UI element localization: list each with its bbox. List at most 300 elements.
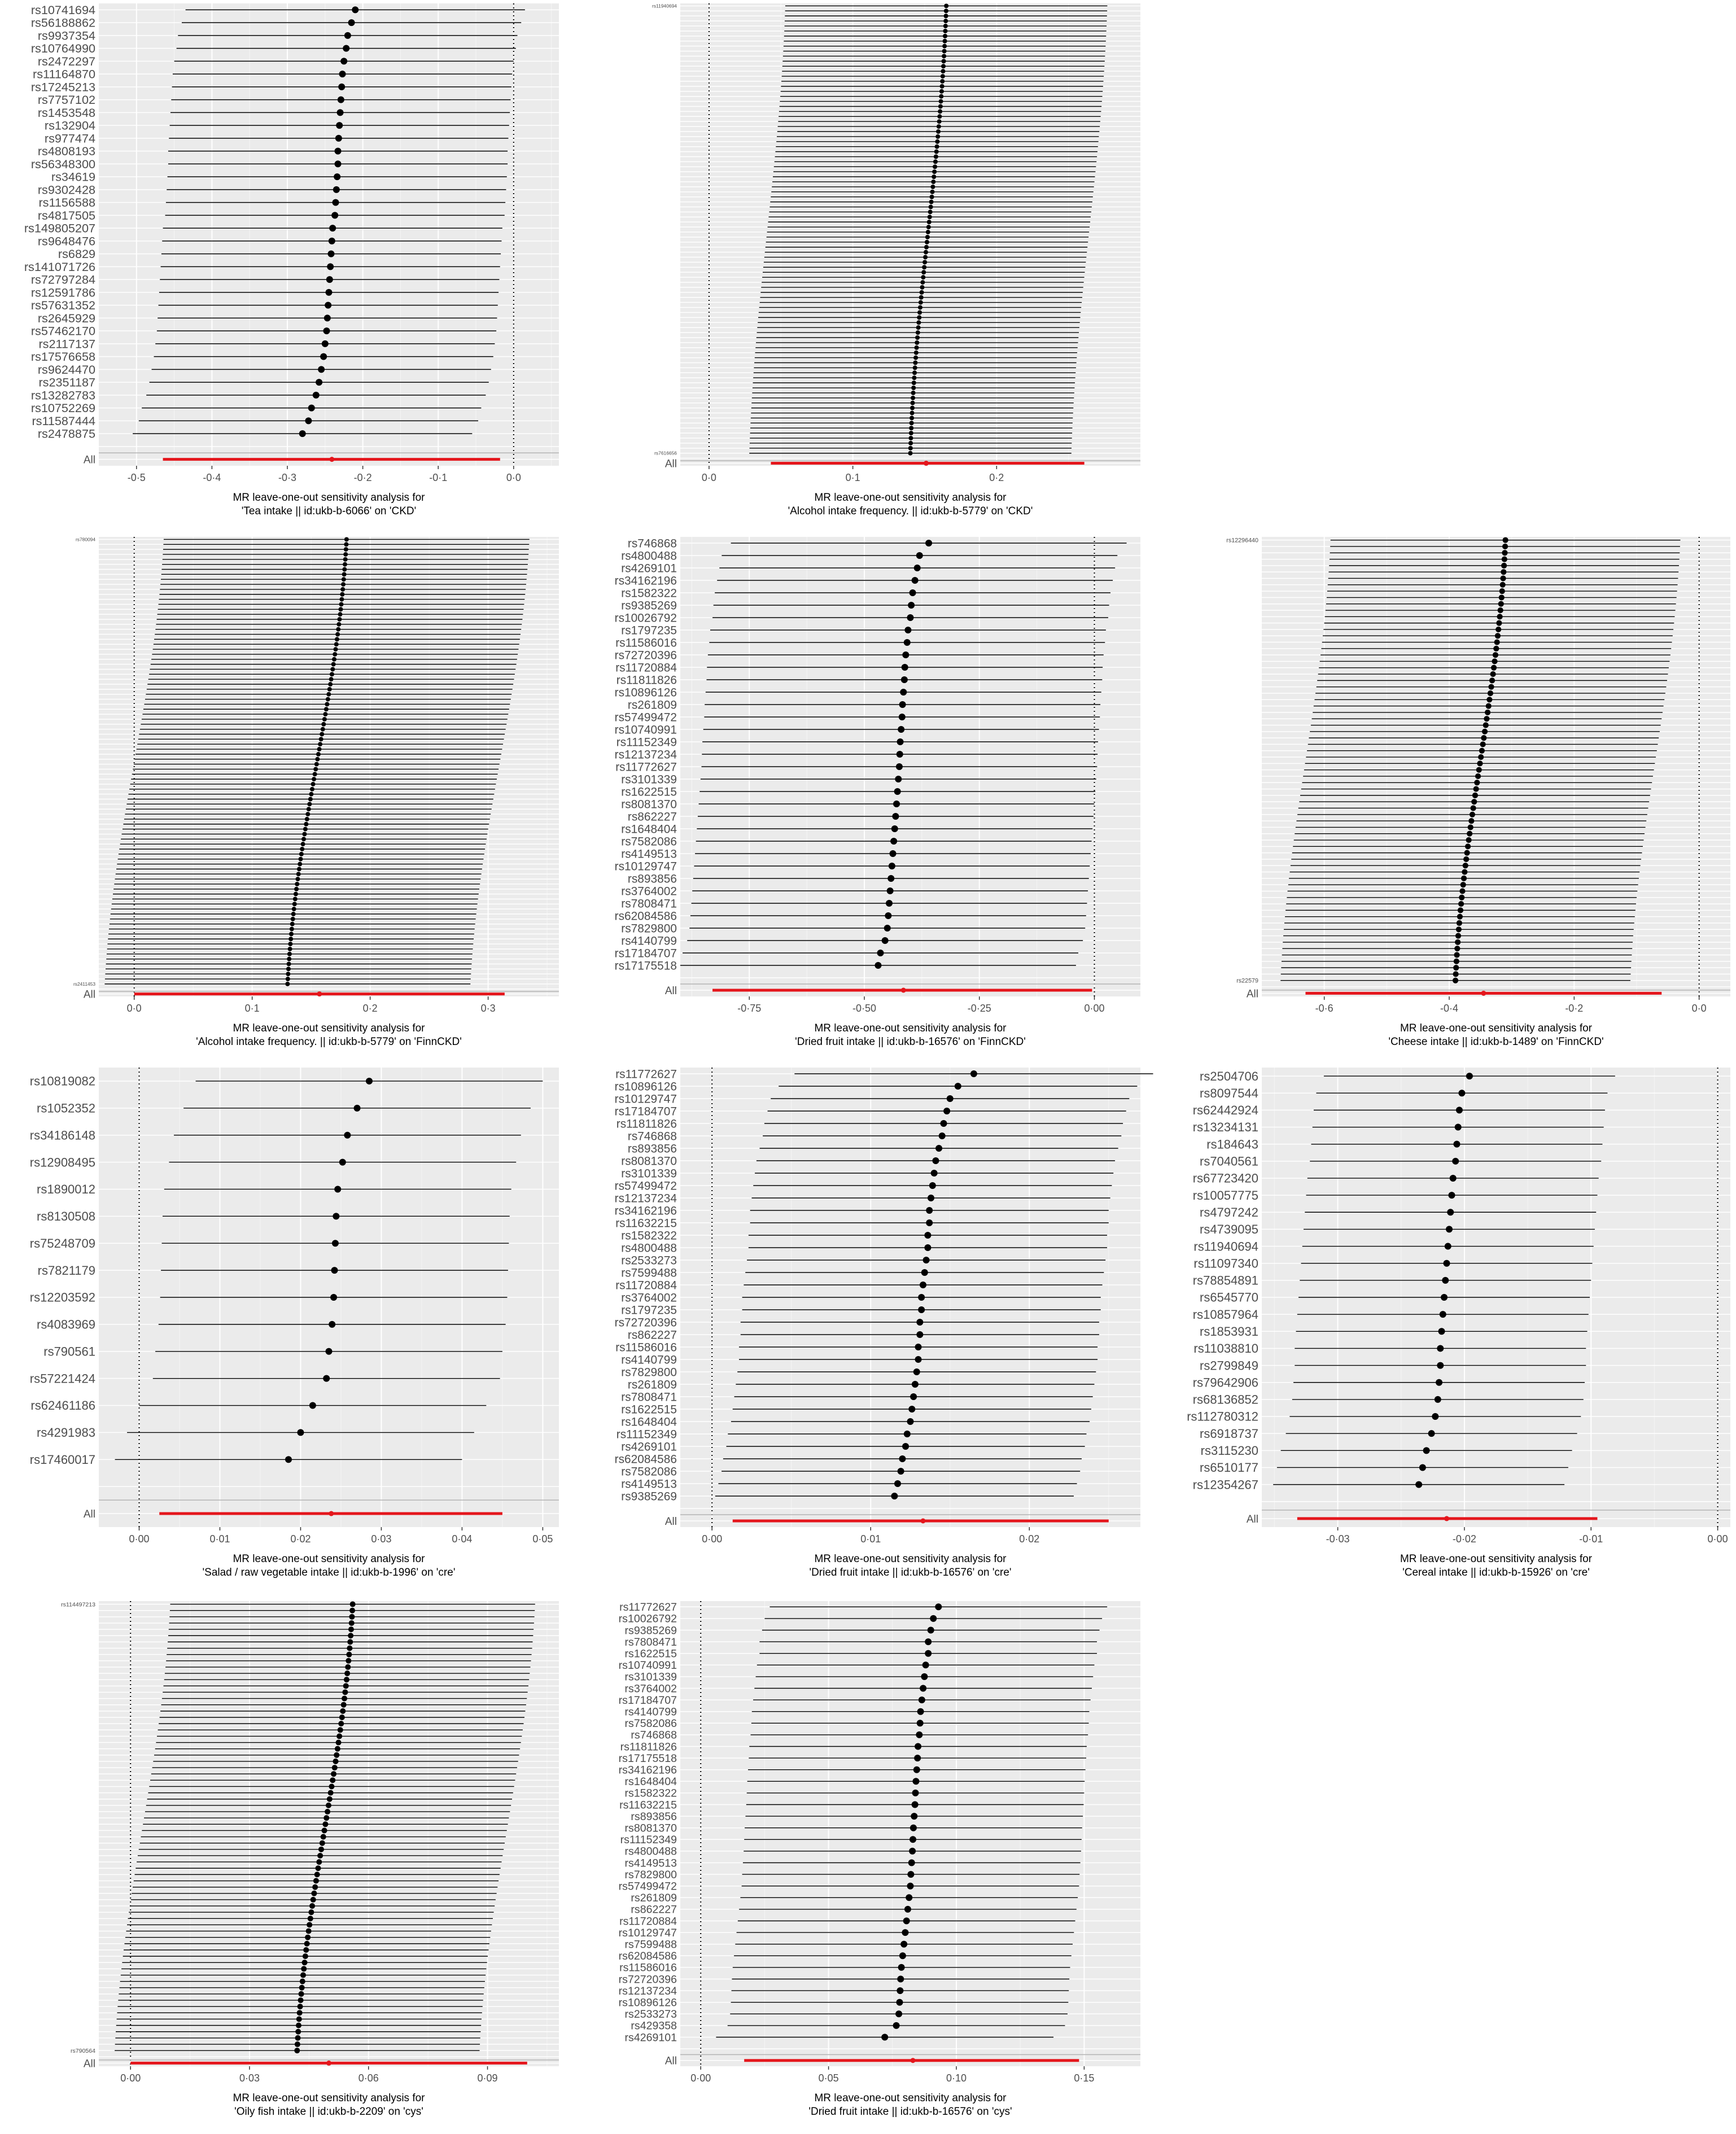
plot-caption-line2: 'Alcohol intake frequency. || id:ukb-b-5779' on 'FinnCKD' xyxy=(196,1036,462,1048)
snp-point xyxy=(321,722,326,727)
snp-label: rs11772627 xyxy=(619,1601,677,1614)
snp-point xyxy=(943,19,948,23)
plot-background xyxy=(99,1601,559,2066)
snp-point xyxy=(1460,882,1466,887)
snp-point xyxy=(342,1689,348,1695)
snp-label: rs17460017 xyxy=(29,1452,95,1467)
snp-point xyxy=(299,1991,304,1997)
snp-point xyxy=(306,1929,312,1934)
snp-point xyxy=(307,802,312,806)
snp-point xyxy=(901,676,908,683)
snp-point xyxy=(912,1790,919,1796)
snp-point xyxy=(896,763,903,770)
snp-label: rs11632215 xyxy=(619,1799,677,1812)
snp-point xyxy=(331,212,338,218)
snp-point xyxy=(304,1941,310,1947)
plot-background xyxy=(680,3,1140,466)
snp-point xyxy=(919,300,923,305)
snp-point xyxy=(336,122,343,129)
snp-point xyxy=(939,89,944,94)
snp-point xyxy=(906,1894,912,1901)
forest-plot-svg xyxy=(0,0,565,534)
snp-point xyxy=(1440,1311,1446,1318)
snp-label: rs13234131 xyxy=(1192,1120,1258,1135)
snp-point xyxy=(1471,805,1476,811)
snp-label: rs11811826 xyxy=(620,1741,677,1753)
x-tick-label: -0·3 xyxy=(278,472,297,483)
snp-point xyxy=(918,1306,925,1313)
snp-point xyxy=(928,209,933,214)
x-tick-label: 0·01 xyxy=(209,1533,230,1545)
snp-point xyxy=(1466,1073,1473,1079)
snp-point xyxy=(297,867,301,871)
overall-point xyxy=(329,1511,334,1516)
snp-point xyxy=(344,1671,350,1676)
snp-point xyxy=(328,1790,334,1796)
snp-point xyxy=(338,84,345,90)
snp-label: rs11586016 xyxy=(615,636,677,650)
snp-point xyxy=(298,2004,303,2009)
snp-point xyxy=(1501,563,1507,569)
snp-point xyxy=(307,807,311,811)
snp-point xyxy=(1480,741,1486,747)
snp-point xyxy=(925,235,930,239)
x-tick-label: 0·3 xyxy=(480,1003,496,1014)
snp-label: rs2645929 xyxy=(37,311,95,325)
snp-label: rs17175518 xyxy=(618,1752,677,1765)
snp-point xyxy=(340,587,345,592)
snp-point xyxy=(344,1677,349,1682)
snp-point xyxy=(935,145,939,149)
snp-point xyxy=(912,1778,919,1785)
snp-label: rs78854891 xyxy=(1192,1273,1258,1288)
snp-label: rs10129747 xyxy=(614,1092,677,1106)
snp-label: rs11152349 xyxy=(620,1834,677,1847)
overall-label: All xyxy=(664,1516,677,1528)
snp-point xyxy=(939,94,943,99)
snp-label: rs4800488 xyxy=(624,1845,677,1858)
snp-point xyxy=(930,190,934,194)
snp-point xyxy=(338,1727,343,1733)
snp-point xyxy=(344,542,348,546)
snp-point xyxy=(308,1916,313,1921)
snp-point xyxy=(940,79,944,84)
snp-label: rs3101339 xyxy=(624,1671,677,1683)
snp-point xyxy=(1442,1277,1449,1284)
snp-point xyxy=(309,1402,316,1409)
snp-label: rs57221424 xyxy=(29,1371,95,1386)
snp-point xyxy=(307,1922,312,1927)
plot-caption-line1: MR leave-one-out sensitivity analysis for xyxy=(233,1022,425,1034)
snp-point xyxy=(928,1195,934,1201)
snp-point xyxy=(1488,690,1493,696)
plot-caption-line1: MR leave-one-out sensitivity analysis for xyxy=(233,492,425,504)
snp-label: rs11152349 xyxy=(616,736,677,749)
snp-label: rs10026792 xyxy=(618,1612,677,1625)
snp-point xyxy=(321,727,325,732)
plot-caption-line1: MR leave-one-out sensitivity analysis for xyxy=(233,1553,425,1565)
snp-point xyxy=(313,1878,319,1884)
snp-point xyxy=(318,1847,324,1852)
snp-label: rs10896126 xyxy=(614,1080,677,1094)
snp-point xyxy=(1493,646,1499,651)
snp-point xyxy=(301,842,305,846)
snp-label: rs2504706 xyxy=(1200,1069,1258,1083)
forest-plot-svg xyxy=(1163,534,1736,1064)
snp-label: rs132904 xyxy=(44,118,95,133)
snp-point xyxy=(907,1871,914,1878)
snp-point xyxy=(292,907,296,911)
snp-point xyxy=(938,109,942,113)
snp-point xyxy=(942,54,946,58)
snp-point xyxy=(1436,1379,1442,1386)
snp-point xyxy=(1500,575,1506,581)
snp-point xyxy=(1419,1464,1426,1471)
snp-point xyxy=(921,270,926,274)
x-tick-label: -0·5 xyxy=(127,472,146,483)
snp-point xyxy=(308,797,313,802)
snp-point xyxy=(1501,569,1506,575)
snp-point xyxy=(924,250,928,255)
snp-label: rs17184707 xyxy=(614,947,677,960)
snp-point xyxy=(322,340,329,347)
plot-caption-line2: 'Cereal intake || id:ukb-b-15926' on 'cre' xyxy=(1402,1567,1590,1578)
plot-caption-line1: MR leave-one-out sensitivity analysis for xyxy=(814,1553,1007,1565)
snp-point xyxy=(874,962,881,969)
snp-label: rs11587444 xyxy=(32,413,95,428)
snp-label: rs10752269 xyxy=(30,401,95,416)
snp-point xyxy=(913,1766,920,1773)
snp-point xyxy=(313,772,317,776)
plot-caption-line1: MR leave-one-out sensitivity analysis for xyxy=(1400,1553,1593,1565)
plot-caption-line2: 'Dried fruit intake || id:ukb-b-16576' on 'cys' xyxy=(808,2106,1012,2118)
snp-label: rs3764002 xyxy=(624,1682,677,1695)
snp-point xyxy=(911,391,916,395)
snp-label: rs149805207 xyxy=(24,221,95,235)
snp-point xyxy=(295,882,299,886)
overall-label: All xyxy=(83,454,95,466)
snp-point xyxy=(311,1891,317,1896)
snp-point xyxy=(924,1244,931,1251)
snp-point xyxy=(335,148,342,155)
snp-point xyxy=(909,1848,916,1855)
snp-point xyxy=(913,1368,920,1375)
snp-point xyxy=(909,589,916,596)
snp-point xyxy=(1463,856,1469,862)
x-tick-label: 0·03 xyxy=(371,1533,392,1545)
snp-point xyxy=(336,622,341,627)
snp-point xyxy=(944,3,948,8)
snp-point xyxy=(1490,671,1496,677)
snp-point xyxy=(318,742,322,746)
x-tick-label: 0·02 xyxy=(1019,1533,1040,1545)
snp-point xyxy=(1491,665,1497,671)
snp-point xyxy=(366,1078,373,1085)
snp-point xyxy=(320,732,324,737)
snp-point xyxy=(324,314,331,321)
snp-point xyxy=(305,817,309,821)
snp-point xyxy=(300,1973,306,1978)
snp-point xyxy=(1482,729,1488,734)
snp-point xyxy=(955,1083,961,1090)
snp-point xyxy=(1428,1430,1435,1437)
snp-label: rs2351187 xyxy=(38,375,95,390)
snp-label: rs8081370 xyxy=(621,1155,677,1168)
snp-label: rs1622515 xyxy=(621,785,677,799)
snp-point xyxy=(334,642,339,646)
x-tick-label: 0·00 xyxy=(1084,1003,1105,1014)
snp-point xyxy=(928,215,932,219)
snp-point xyxy=(882,937,889,944)
snp-label: rs2117137 xyxy=(38,336,95,351)
snp-point xyxy=(341,1702,347,1708)
snp-point xyxy=(913,365,917,370)
snp-point xyxy=(918,305,922,310)
snp-point xyxy=(342,577,346,581)
snp-point xyxy=(332,657,336,662)
x-tick-label: 0·01 xyxy=(860,1533,881,1545)
snp-point xyxy=(943,1108,950,1114)
snp-label: rs57631352 xyxy=(30,298,95,313)
snp-point xyxy=(912,375,916,380)
snp-point xyxy=(890,850,897,857)
snp-label: rs7829800 xyxy=(621,922,677,935)
snp-point xyxy=(319,737,323,741)
x-tick-label: 0·05 xyxy=(818,2072,839,2084)
snp-point xyxy=(330,1294,337,1301)
snp-point xyxy=(313,767,318,771)
snp-point xyxy=(899,1455,906,1462)
snp-point xyxy=(295,2029,301,2035)
snp-point xyxy=(294,2048,300,2053)
snp-point xyxy=(1470,812,1475,817)
snp-point xyxy=(315,1865,321,1871)
snp-point xyxy=(303,1947,309,1953)
snp-point xyxy=(329,677,334,681)
snp-point xyxy=(309,792,313,797)
snp-point xyxy=(296,872,301,876)
snp-label: rs790561 xyxy=(43,1344,95,1359)
snp-point xyxy=(293,897,298,901)
snp-label: rs9302428 xyxy=(37,182,95,197)
snp-point xyxy=(320,353,327,360)
forest-plot-svg xyxy=(581,0,1146,534)
snp-point xyxy=(937,114,942,119)
snp-point xyxy=(301,837,306,841)
snp-point xyxy=(1435,1396,1441,1403)
snp-point xyxy=(323,1375,330,1382)
snp-point xyxy=(900,689,907,696)
snp-point xyxy=(909,1836,916,1843)
snp-point xyxy=(1499,594,1505,600)
snp-label: rs17175518 xyxy=(614,959,677,973)
snp-label: rs12908495 xyxy=(29,1155,95,1170)
snp-point xyxy=(308,405,315,412)
snp-label: rs4083969 xyxy=(37,1317,95,1332)
x-tick-label: 0·1 xyxy=(244,1003,260,1014)
snp-label: rs7829800 xyxy=(624,1868,677,1881)
snp-label: rs112780312 xyxy=(1187,1409,1258,1424)
snp-point xyxy=(933,159,938,164)
snp-point xyxy=(1454,952,1459,957)
snp-point xyxy=(321,1834,326,1840)
overall-label: All xyxy=(83,989,95,1001)
snp-point xyxy=(336,1733,342,1739)
snp-label: rs11097340 xyxy=(1193,1256,1258,1271)
snp-label: rs62461186 xyxy=(30,1398,95,1413)
snp-point xyxy=(1457,920,1462,926)
snp-point xyxy=(1455,939,1460,945)
x-tick-label: 0·0 xyxy=(701,472,716,483)
snp-label: rs7582086 xyxy=(621,1465,677,1479)
snp-label: rs4739095 xyxy=(1200,1222,1258,1237)
snp-point xyxy=(909,421,914,425)
snp-label: rs790564 xyxy=(70,2047,95,2054)
snp-point xyxy=(926,1207,933,1214)
snp-point xyxy=(929,200,934,204)
snp-label: rs10741694 xyxy=(30,2,95,17)
snp-point xyxy=(300,847,304,851)
forest-plot-cereal-cre xyxy=(1163,1064,1736,1595)
snp-label: rs10740991 xyxy=(618,1659,677,1672)
snp-point xyxy=(347,1646,352,1651)
snp-point xyxy=(899,701,906,708)
snp-point xyxy=(937,119,942,124)
snp-label: rs13282783 xyxy=(30,388,95,403)
snp-point xyxy=(309,1903,315,1909)
snp-point xyxy=(332,1765,338,1770)
snp-point xyxy=(329,1783,334,1789)
snp-point xyxy=(1415,1481,1422,1488)
snp-point xyxy=(885,912,891,919)
snp-point xyxy=(909,426,913,430)
snp-label: rs1648404 xyxy=(621,823,677,836)
snp-point xyxy=(1503,537,1508,543)
snp-label: rs34186148 xyxy=(29,1128,95,1143)
snp-point xyxy=(290,927,294,932)
snp-point xyxy=(1494,639,1500,645)
snp-label: rs9385269 xyxy=(624,1624,677,1637)
x-tick-label: 0·0 xyxy=(126,1003,142,1014)
snp-point xyxy=(286,977,290,981)
x-tick-label: 0·10 xyxy=(946,2072,967,2084)
snp-point xyxy=(902,664,908,671)
snp-point xyxy=(877,950,884,956)
overall-point xyxy=(920,1519,925,1524)
snp-point xyxy=(912,381,916,385)
snp-point xyxy=(1471,799,1477,804)
snp-label: rs184643 xyxy=(1206,1137,1258,1152)
snp-point xyxy=(916,1319,923,1326)
snp-label: rs8081370 xyxy=(624,1822,677,1835)
forest-plot-svg xyxy=(0,1598,565,2134)
snp-point xyxy=(346,1652,352,1658)
snp-label: rs72720396 xyxy=(614,649,677,662)
snp-point xyxy=(336,1740,342,1746)
snp-label: rs746868 xyxy=(627,537,677,550)
snp-point xyxy=(1466,837,1472,843)
snp-point xyxy=(322,1827,327,1833)
snp-label: rs862227 xyxy=(627,810,677,824)
snp-label: rs8081370 xyxy=(621,798,677,811)
snp-point xyxy=(922,260,927,264)
x-tick-label: -0·1 xyxy=(429,472,448,483)
snp-point xyxy=(288,937,293,941)
snp-point xyxy=(898,1964,905,1971)
snp-point xyxy=(1459,895,1464,900)
x-tick-label: 0·02 xyxy=(290,1533,311,1545)
snp-point xyxy=(316,1859,322,1865)
snp-point xyxy=(935,134,940,139)
snp-point xyxy=(926,225,931,229)
snp-label: rs1797235 xyxy=(621,624,677,637)
snp-point xyxy=(1456,926,1462,932)
snp-label: rs72797284 xyxy=(30,272,95,287)
snp-label: rs12591786 xyxy=(30,285,95,300)
snp-point xyxy=(339,602,344,606)
snp-label: rs10740991 xyxy=(614,723,677,737)
snp-point xyxy=(916,1731,922,1738)
snp-point xyxy=(886,900,893,907)
plot-caption-line1: MR leave-one-out sensitivity analysis for xyxy=(233,2092,425,2104)
snp-label: rs4269101 xyxy=(621,562,677,575)
snp-point xyxy=(337,617,342,622)
snp-point xyxy=(1493,652,1498,658)
snp-point xyxy=(897,1976,904,1983)
snp-label: rs4808193 xyxy=(37,144,95,159)
snp-point xyxy=(350,1602,356,1607)
snp-point xyxy=(340,592,344,597)
snp-point xyxy=(343,557,348,562)
snp-label: rs261809 xyxy=(627,698,677,712)
snp-point xyxy=(893,801,900,807)
overall-label: All xyxy=(1246,1513,1258,1525)
snp-point xyxy=(912,577,919,584)
snp-point xyxy=(925,240,929,244)
snp-point xyxy=(902,651,909,658)
snp-point xyxy=(916,325,921,330)
snp-point xyxy=(915,1356,922,1363)
snp-point xyxy=(329,238,335,244)
x-tick-label: 0·2 xyxy=(362,1003,378,1014)
snp-label: rs62084586 xyxy=(618,1950,677,1963)
snp-point xyxy=(291,917,295,921)
snp-point xyxy=(323,712,327,716)
snp-label: rs1622515 xyxy=(624,1647,677,1660)
snp-label: rs56188862 xyxy=(30,15,95,30)
snp-point xyxy=(354,1105,361,1112)
snp-point xyxy=(881,2034,888,2041)
overall-point xyxy=(329,457,334,462)
snp-label: rs7829800 xyxy=(621,1366,677,1379)
plot-caption-line2: 'Cheese intake || id:ukb-b-1489' on 'FinnCKD' xyxy=(1388,1036,1604,1048)
snp-point xyxy=(1502,550,1507,556)
snp-label: rs1853931 xyxy=(1200,1324,1258,1339)
snp-point xyxy=(1458,901,1464,907)
snp-label: rs4140799 xyxy=(621,934,677,948)
snp-point xyxy=(326,1348,333,1355)
snp-label: rs4269101 xyxy=(621,1440,677,1454)
snp-label: rs11632215 xyxy=(615,1217,677,1230)
plot-caption-line2: 'Salad / raw vegetable intake || id:ukb-b-1996' on 'cre' xyxy=(202,1567,456,1578)
snp-point xyxy=(904,627,911,633)
snp-label: rs11772627 xyxy=(615,760,677,774)
forest-plot-svg xyxy=(581,1598,1146,2134)
snp-point xyxy=(340,1708,346,1714)
snp-point xyxy=(909,431,913,435)
snp-point xyxy=(939,99,943,104)
snp-point xyxy=(894,1480,901,1487)
